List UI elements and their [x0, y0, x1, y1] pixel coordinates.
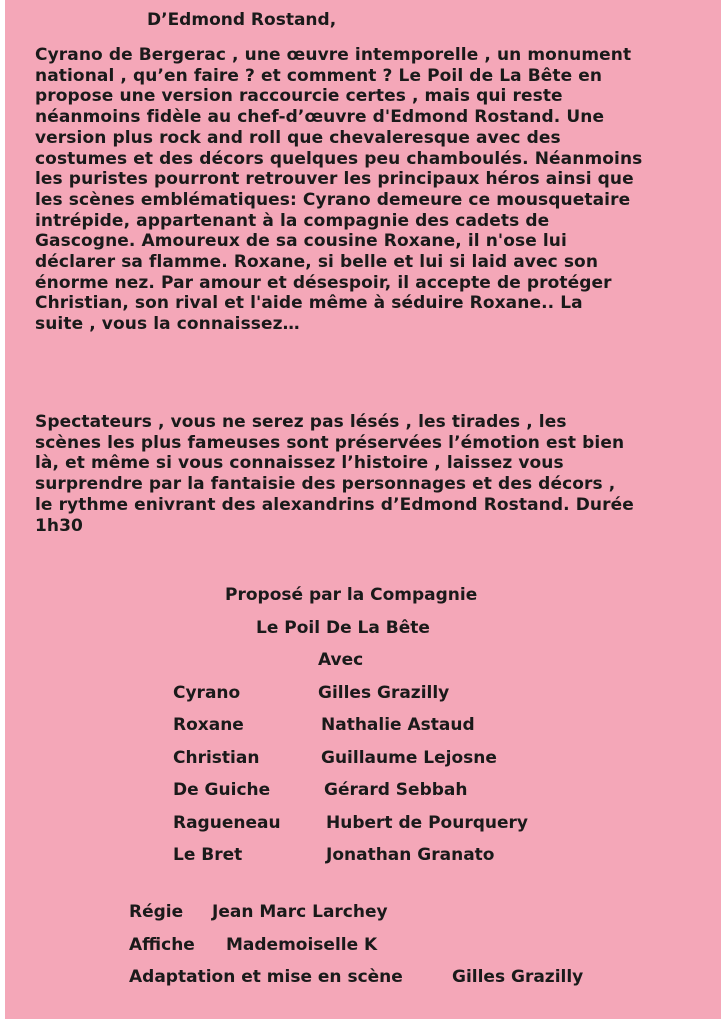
author-heading: D’Edmond Rostand,: [147, 10, 337, 30]
credit-value: Jean Marc Larchey: [212, 902, 388, 922]
credit-regie: [129, 901, 388, 923]
paragraph-line: Christian, son rival et l'aide même à séduire Roxane.. La: [35, 293, 583, 314]
paragraph-line: scènes les plus fameuses sont préservées l’émotion est bien: [35, 432, 625, 453]
description-paragraph: [35, 45, 695, 335]
credit-label: Adaptation et mise en scène: [129, 967, 403, 987]
credit-label: Affiche: [129, 935, 195, 955]
cast-role: Ragueneau: [173, 813, 281, 833]
paragraph-line: surprendre par la fantaisie des personnages et des décors ,: [35, 474, 616, 495]
proposed-by-line: Proposé par la Compagnie: [225, 585, 478, 605]
paragraph-line: les puristes pourront retrouver les principaux héros ainsi que: [35, 169, 634, 190]
cast-actor: Guillaume Lejosne: [321, 748, 497, 768]
cast-role: Christian: [173, 748, 260, 768]
credit-value: Mademoiselle K: [226, 935, 378, 955]
credit-value: Gilles Grazilly: [452, 967, 584, 987]
cast-actor: Nathalie Astaud: [321, 715, 475, 735]
paragraph-line: costumes et des décors quelques peu chamboulés. Néanmoins: [35, 148, 643, 169]
document-page: [5, 0, 721, 1019]
paragraph-line: le rythme enivrant des alexandrins d’Edmond Rostand. Durée: [35, 494, 634, 515]
credit-label: Régie: [129, 902, 184, 922]
cast-role: De Guiche: [173, 780, 271, 800]
paragraph-line: là, et même si vous connaissez l’histoire , laissez vous: [35, 453, 564, 474]
paragraph-line: national , qu’en faire ? et comment ? Le Poil de La Bête en: [35, 65, 603, 86]
with-label: Avec: [318, 650, 364, 670]
credit-affiche: [129, 934, 378, 956]
paragraph-line: intrépide, appartenant à la compagnie des cadets de: [35, 210, 550, 231]
cast-actor: Gérard Sebbah: [324, 780, 468, 800]
cast-actor: Jonathan Granato: [326, 845, 495, 865]
paragraph-line: énorme nez. Par amour et désespoir, il accepte de protéger: [35, 272, 612, 293]
paragraph-line: version plus rock and roll que chevaleresque avec des: [35, 127, 561, 148]
paragraph-line: suite , vous la connaissez…: [35, 314, 300, 335]
paragraph-line: les scènes emblématiques: Cyrano demeure ce mousquetaire: [35, 189, 631, 210]
paragraph-line: propose une version raccourcie certes , mais qui reste: [35, 86, 563, 107]
cast-role: Roxane: [173, 715, 244, 735]
company-name: Le Poil De La Bête: [256, 618, 430, 638]
paragraph-line: Spectateurs , vous ne serez pas lésés , les tirades , les: [35, 412, 567, 432]
paragraph-line: 1h30: [35, 515, 83, 536]
cast-actor: Hubert de Pourquery: [326, 813, 528, 833]
paragraph-line: déclarer sa flamme. Roxane, si belle et lui si laid avec son: [35, 252, 599, 273]
paragraph-line: Cyrano de Bergerac , une œuvre intemporelle , un monument: [35, 45, 632, 65]
cast-role: Le Bret: [173, 845, 243, 865]
cast-actor: Gilles Grazilly: [318, 683, 450, 703]
paragraph-line: néanmoins fidèle au chef-d’œuvre d'Edmond Rostand. Une: [35, 107, 605, 128]
spectators-paragraph: [35, 412, 695, 536]
cast-role: Cyrano: [173, 683, 241, 703]
paragraph-line: Gascogne. Amoureux de sa cousine Roxane, il n'ose lui: [35, 231, 567, 252]
credit-adaptation: [129, 966, 584, 988]
